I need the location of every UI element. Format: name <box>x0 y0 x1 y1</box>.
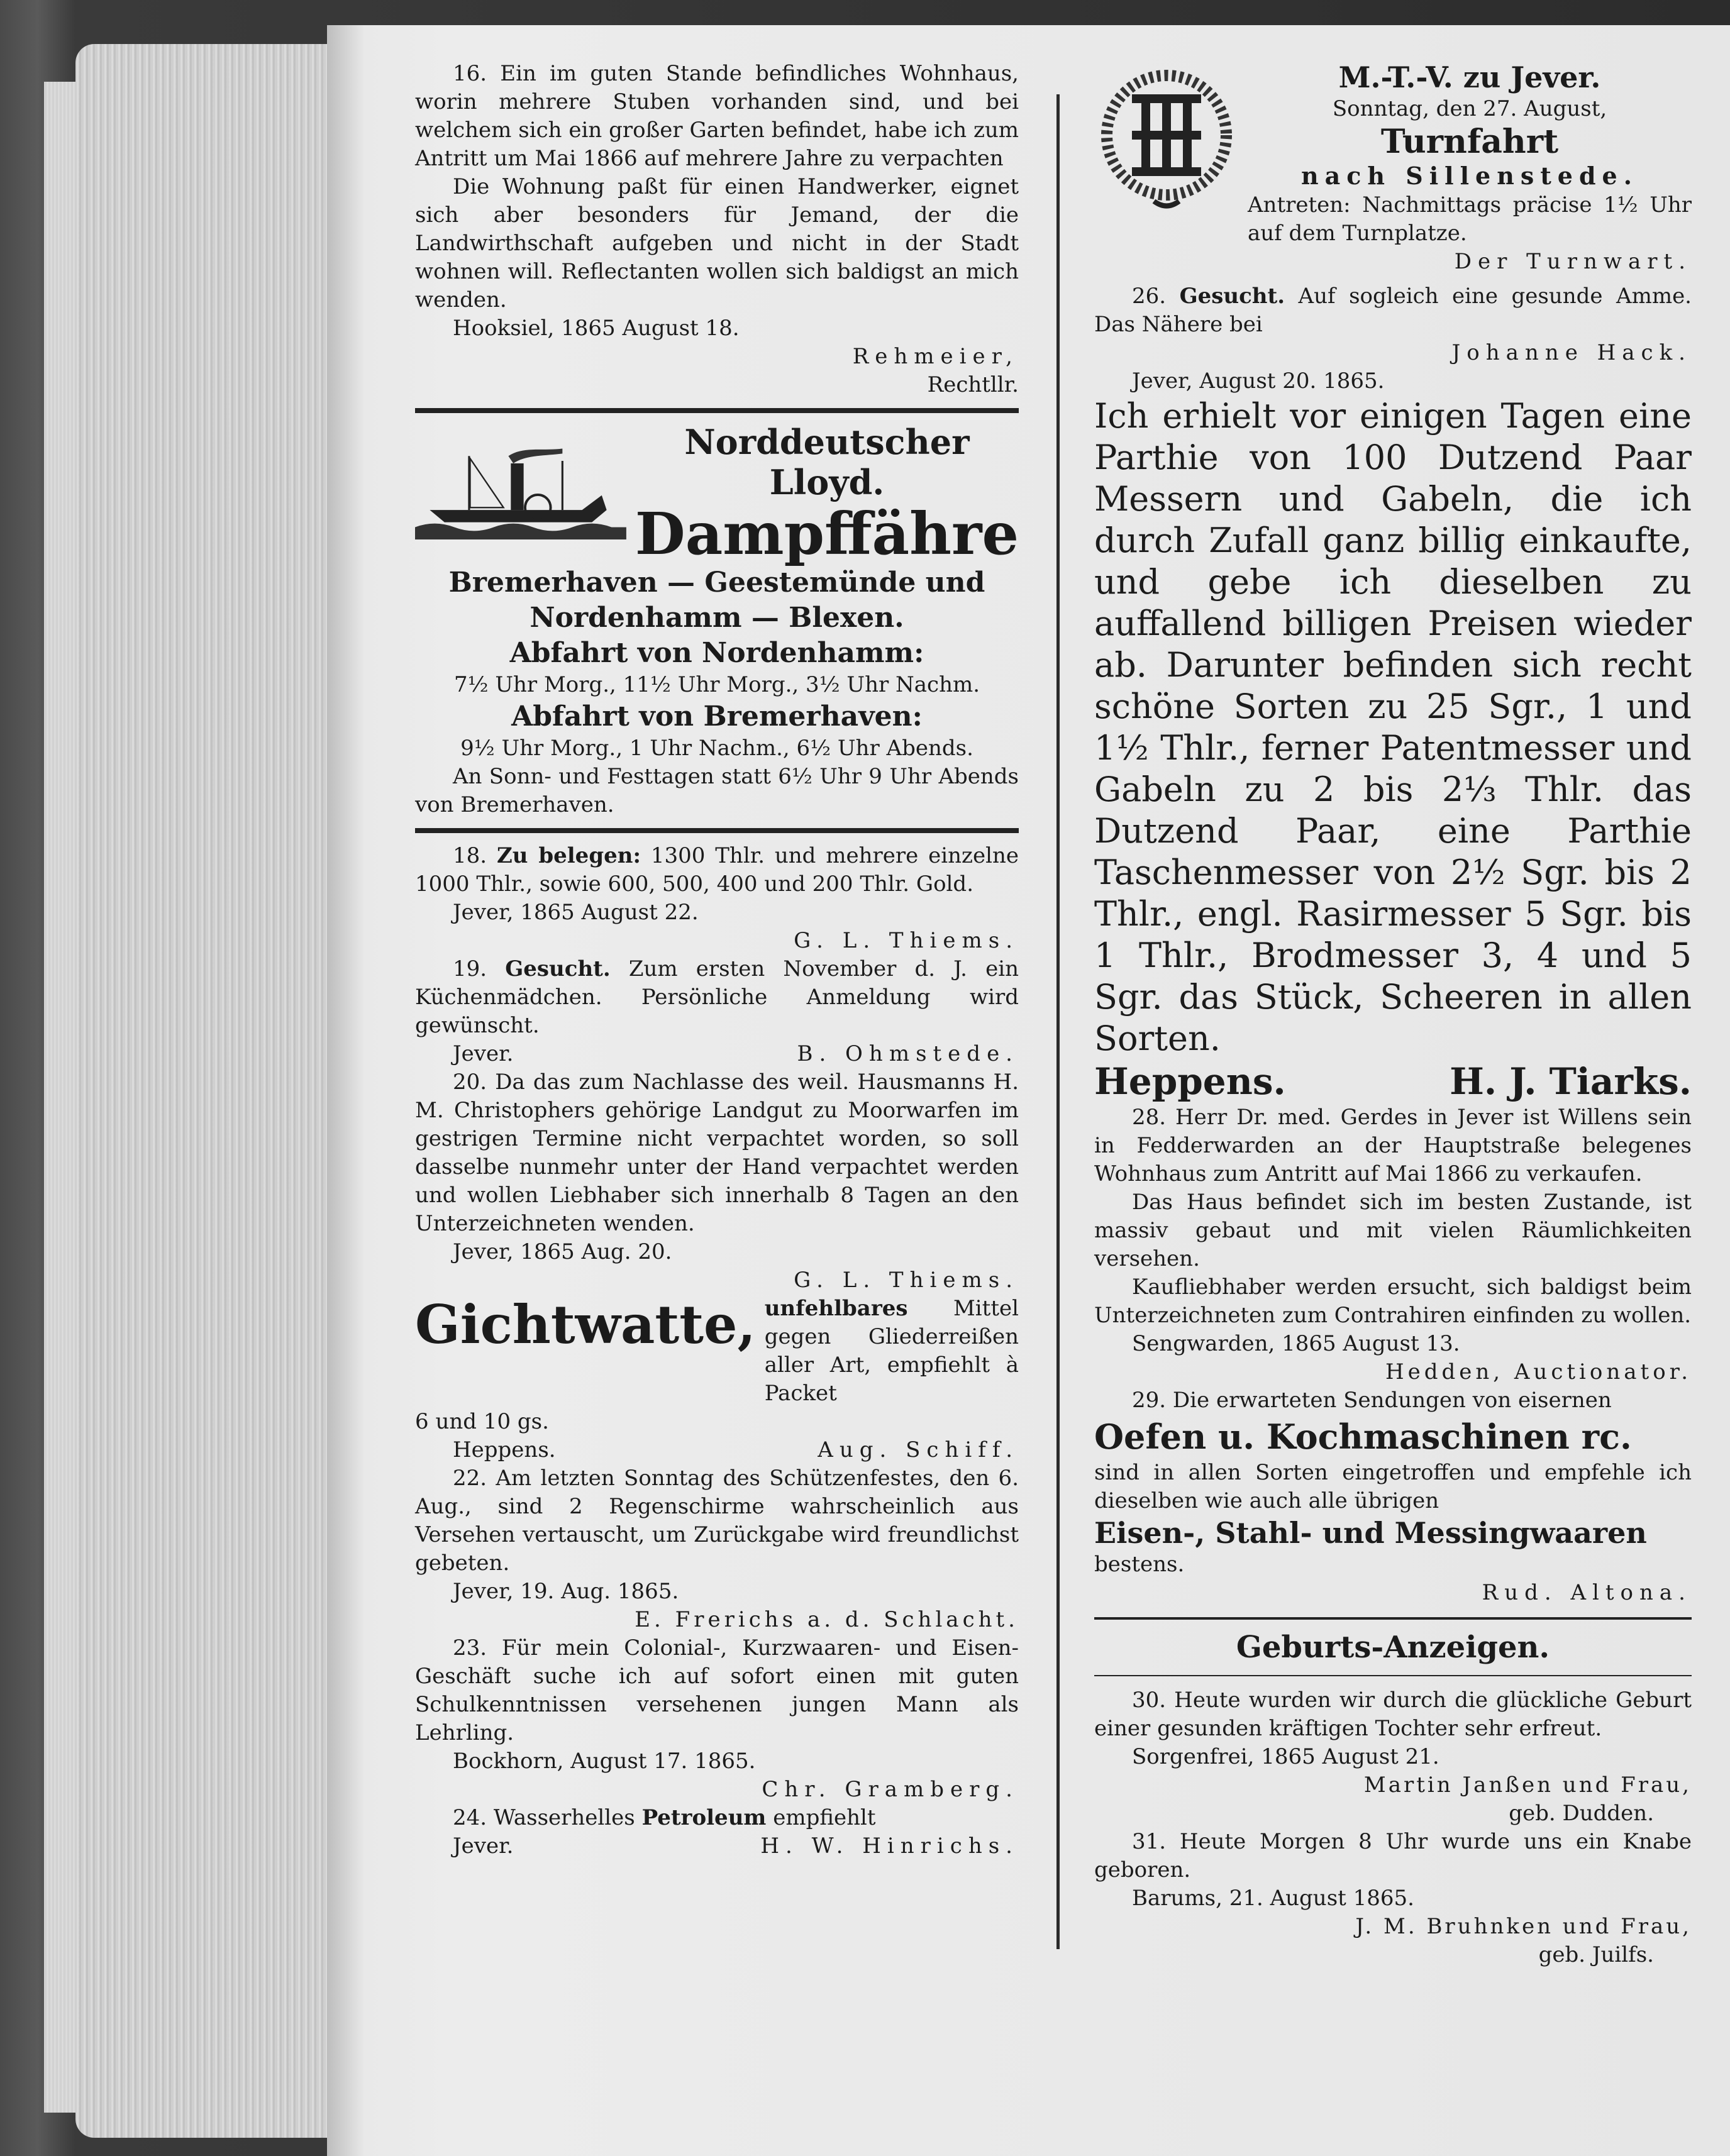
ad-16-text: 16. Ein im guten Stande befindliches Wohnhaus, worin mehrere Stuben vorhanden sind, und bei welchem sich ein großer Garten befindet, habe ich zum Antritt um Mai 1866 auf mehrere Jahre zu verpachten <box>415 61 1019 171</box>
turnverein-date: Sonntag, den 27. August, <box>1332 96 1607 121</box>
birth-30-nee: geb. Dudden. <box>1509 1801 1654 1826</box>
lloyd-departure-1: Abfahrt von Nordenhamm: <box>509 637 924 669</box>
ad-29-product-2: Eisen-, Stahl- und Messingwaaren <box>1094 1516 1647 1550</box>
ad-23-signature: Chr. Gramberg. <box>762 1777 1019 1802</box>
lloyd-note: An Sonn- und Festtagen statt 6½ Uhr 9 Uhr Abends von Bremerhaven. <box>415 764 1019 817</box>
ad-24-keyword: Petroleum <box>641 1805 767 1830</box>
ad-24-signature: H. W. Hinrichs. <box>760 1833 1019 1859</box>
ad-26-number: 26. <box>1132 284 1167 309</box>
ad-19-signature: B. Ohmstede. <box>797 1041 1019 1066</box>
ad-19-text: Zum ersten November d. J. ein Küchenmädchen. Persönliche Anmeldung wird gewünscht. <box>415 956 1019 1038</box>
ad-26 <box>1094 282 1692 395</box>
left-column <box>415 60 1019 1860</box>
rule <box>1094 1617 1692 1620</box>
ad-21-price: 6 und 10 gs. <box>415 1409 549 1434</box>
ad-26-keyword: Gesucht. <box>1179 284 1285 309</box>
lloyd-route-2: Nordenhamm — Blexen. <box>530 602 904 634</box>
birth-31-text: 31. Heute Morgen 8 Uhr wurde uns ein Knabe geboren. <box>1094 1829 1692 1882</box>
ad-19-number: 19. <box>453 956 487 981</box>
ad-23 <box>415 1634 1019 1804</box>
rule <box>1094 1675 1692 1676</box>
ad-16-title: Rechtllr. <box>927 372 1019 397</box>
ad-22-place: Jever, 19. Aug. 1865. <box>453 1579 679 1604</box>
lloyd-times-1: 7½ Uhr Morg., 11½ Uhr Morg., 3½ Uhr Nachm. <box>453 672 980 697</box>
turnverein-subheading: nach Sillenstede. <box>1301 162 1638 190</box>
ad-20-place: Jever, 1865 Aug. 20. <box>453 1239 672 1264</box>
ad-21-text: Mittel gegen Gliederreißen aller Art, empfiehlt à Packet <box>764 1296 1019 1406</box>
ad-28-signature: Hedden, Auctionator. <box>1385 1359 1692 1385</box>
ad-18-place: Jever, 1865 August 22. <box>453 900 699 925</box>
ad-29-signature: Rud. Altona. <box>1482 1580 1692 1605</box>
turnverein-title: M.-T.-V. zu Jever. <box>1338 60 1601 94</box>
ad-26-place: Jever, August 20. 1865. <box>1132 368 1385 394</box>
ad-28-text: 28. Herr Dr. med. Gerdes in Jever ist Willens sein in Fedderwarden an der Hauptstraße belegenes Wohnhaus zum Antritt auf Mai 1866 zu verkaufen. <box>1094 1105 1692 1186</box>
ad-22-signature: E. Frerichs a. d. Schlacht. <box>635 1607 1019 1632</box>
ad-22 <box>415 1464 1019 1634</box>
ad-29-product: Oefen u. Kochmaschinen rc. <box>1094 1417 1632 1457</box>
lloyd-times-2: 9½ Uhr Morg., 1 Uhr Nachm., 6½ Uhr Abends. <box>460 736 973 761</box>
right-column <box>1094 60 1692 1969</box>
ad-18-signature: G. L. Thiems. <box>794 928 1019 953</box>
turnverein-ad <box>1094 60 1692 276</box>
ad-24-text-2: empfiehlt <box>773 1805 876 1830</box>
steamship-icon <box>415 422 626 554</box>
turnverein-text: Antreten: Nachmittags präcise 1½ Uhr auf dem Turnplatze. <box>1248 192 1692 246</box>
page-edges <box>75 44 346 2138</box>
lloyd-heading-1: Norddeutscher <box>684 422 970 462</box>
ad-20-text: 20. Da das zum Nachlasse des weil. Hausmanns H. M. Christophers gehörige Landgut zu Moorwarfen im gestrigen Termine nicht verpachtet worden, so soll dasselbe nunmehr unter der Hand verpachtet werden und wollen Liebhaber sich innerhalb 8 Tagen an den Unterzeichneten wenden. <box>415 1070 1019 1236</box>
ad-21-product: Gichtwatte, <box>415 1293 756 1356</box>
birth-30-signature: Martin Janßen und Frau, <box>1363 1772 1692 1798</box>
birth-31-nee: geb. Juilfs. <box>1538 1942 1654 1967</box>
ad-19 <box>415 955 1019 1068</box>
ad-18 <box>415 842 1019 955</box>
ad-18-text: 1300 Thlr. und mehrere einzelne 1000 Thlr., sowie 600, 500, 400 und 200 Thlr. Gold. <box>415 843 1019 897</box>
ad-29-text-2: sind in allen Sorten eingetroffen und empfehle ich dieselben wie auch alle übrigen <box>1094 1460 1692 1513</box>
ad-16-text-2: Die Wohnung paßt für einen Handwerker, eignet sich aber besonders für Jemand, der die Landwirthschaft aufgeben und nicht in der Stadt wohnen will. Reflectanten wollen sich baldigst an mich wenden. <box>415 174 1019 312</box>
ad-21-place: Heppens. <box>453 1437 556 1462</box>
ad-19-place: Jever. <box>453 1041 514 1066</box>
ad-26-text: Auf sogleich eine gesunde Amme. Das Nähere bei <box>1094 284 1692 337</box>
birth-31-place: Barums, 21. August 1865. <box>1132 1886 1414 1911</box>
rule <box>415 408 1019 413</box>
ad-28-place: Sengwarden, 1865 August 13. <box>1132 1331 1460 1356</box>
ad-20-signature: G. L. Thiems. <box>794 1268 1019 1293</box>
ad-21-keyword: unfehlbares <box>764 1296 908 1321</box>
turnverein-signature: Der Turnwart. <box>1454 249 1692 274</box>
birth-30-place: Sorgenfrei, 1865 August 21. <box>1132 1744 1439 1769</box>
lloyd-heading-3: Dampffähre <box>635 500 1019 568</box>
ad-16 <box>415 60 1019 399</box>
ad-21 <box>415 1295 1019 1464</box>
ad-27 <box>1094 395 1692 1103</box>
births-heading: Geburts-Anzeigen. <box>1236 1630 1550 1665</box>
rule <box>415 828 1019 833</box>
lloyd-heading-2: Lloyd. <box>769 462 885 502</box>
ad-22-text: 22. Am letzten Sonntag des Schützenfestes, den 6. Aug., sind 2 Regenschirme wahrscheinlich aus Versehen vertauscht, um Zurückgabe wird freundlichst gebeten. <box>415 1466 1019 1576</box>
ad-24 <box>415 1804 1019 1860</box>
ad-19-keyword: Gesucht. <box>505 956 611 981</box>
turner-cross-emblem-icon <box>1094 60 1239 217</box>
ad-23-place: Bockhorn, August 17. 1865. <box>453 1749 756 1774</box>
ad-26-signature: Johanne Hack. <box>1451 340 1692 365</box>
ad-18-keyword: Zu belegen: <box>496 843 641 868</box>
ad-16-place: Hooksiel, 1865 August 18. <box>453 316 740 341</box>
ad-18-number: 18. <box>453 843 487 868</box>
ad-24-place: Jever. <box>453 1833 514 1859</box>
birth-announcements <box>1094 1630 1692 1969</box>
ad-21-signature: Aug. Schiff. <box>818 1437 1019 1462</box>
birth-30-text: 30. Heute wurden wir durch die glückliche Geburt einer gesunden kräftigen Tochter sehr erfreut. <box>1094 1688 1692 1741</box>
column-divider <box>1056 94 1060 1949</box>
birth-31-signature: J. M. Bruhnken und Frau, <box>1355 1914 1692 1939</box>
ad-28-text-2: Das Haus befindet sich im besten Zustande, ist massiv gebaut und mit vielen Räumlichkeiten versehen. <box>1094 1190 1692 1271</box>
ad-27-place: Heppens. <box>1094 1060 1286 1103</box>
lloyd-route-1: Bremerhaven — Geestemünde und <box>448 567 985 599</box>
turnverein-heading: Turnfahrt <box>1380 123 1559 161</box>
ad-29-text-3: bestens. <box>1094 1552 1185 1577</box>
ad-16-signature: Rehmeier, <box>852 344 1019 369</box>
lloyd-departure-2: Abfahrt von Bremerhaven: <box>511 700 923 732</box>
ad-20 <box>415 1068 1019 1295</box>
ad-27-text: Ich erhielt vor einigen Tagen eine Parthie von 100 Dutzend Paar Messern und Gabeln, die ich durch Zufall ganz billig einkaufte, und gebe ich dieselben zu auffallend billigen Preisen wieder ab. Darunter befinden sich recht schöne Sorten zu 25 Sgr., 1 und 1½ Thlr., ferner Patentmesser und Gabeln zu 2 bis 2⅓ Thlr. das Dutzend Paar, eine Parthie Taschenmesser von 2½ Sgr. bis 2 Thlr., engl. Rasirmesser 5 Sgr. bis 1 Thlr., Brodmesser 3, 4 und 5 Sgr. das Stück, Scheeren in allen Sorten. <box>1094 396 1692 1058</box>
ad-28-text-3: Kaufliebhaber werden ersucht, sich baldigst beim Unterzeichneten zum Contrahiren einfinden zu wollen. <box>1094 1274 1692 1328</box>
lloyd-ad <box>415 422 1019 819</box>
ad-29-text: 29. Die erwarteten Sendungen von eisernen <box>1132 1388 1612 1413</box>
ad-27-signature: H. J. Tiarks. <box>1450 1060 1692 1103</box>
ad-28 <box>1094 1103 1692 1386</box>
ad-23-text: 23. Für mein Colonial-, Kurzwaaren- und Eisen-Geschäft suche ich auf sofort einen mit guten Schulkenntnissen versehenen jungen Mann als Lehrling. <box>415 1635 1019 1745</box>
ad-29 <box>1094 1386 1692 1607</box>
ad-24-text: 24. Wasserhelles <box>453 1805 635 1830</box>
